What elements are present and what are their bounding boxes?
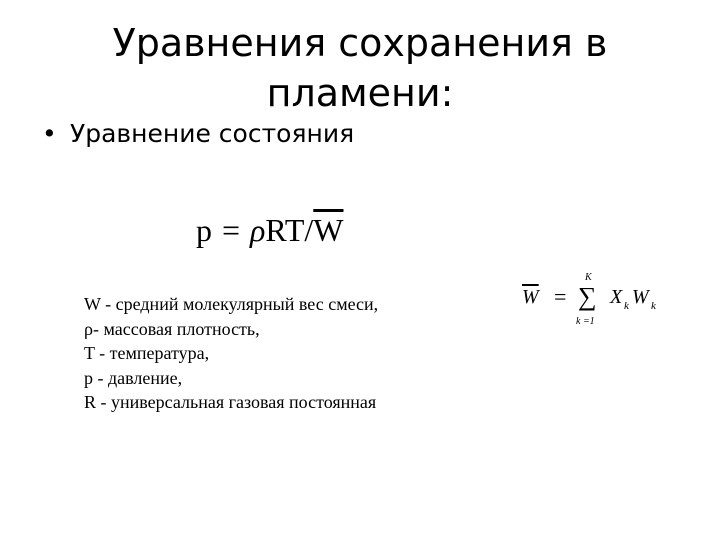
equation-rt: RT/ — [265, 212, 314, 248]
slide-title — [60, 18, 660, 118]
bullet-dot-icon: • — [42, 119, 57, 148]
equation-rho: ρ — [250, 212, 266, 248]
sum-equals: = — [554, 284, 567, 309]
bullet-item — [42, 117, 354, 151]
equation-lhs: p — [196, 212, 212, 248]
sum-x-subscript: k — [624, 300, 629, 312]
sum-x: X — [610, 286, 623, 308]
sum-upper-limit: K — [585, 272, 592, 283]
bullet-text: Уравнение состояния — [70, 119, 355, 148]
mean-molecular-weight-formula — [512, 274, 692, 344]
sum-w-subscript: k — [651, 300, 656, 312]
sum-lower-limit: k =1 — [576, 316, 595, 327]
symbol-legend — [84, 292, 378, 415]
sum-w: W — [632, 286, 649, 308]
sigma-icon: ∑ — [578, 282, 597, 311]
equation-of-state — [196, 212, 343, 248]
legend-line-p: p - давление, — [84, 367, 183, 388]
legend-line-w: W - средний молекулярный вес смеси, — [84, 294, 379, 314]
legend-line-r: R - универсальная газовая постоянная — [84, 392, 377, 412]
legend-line-t: T - температура, — [84, 343, 210, 363]
slide-title-line-1: Уравнения сохранения в — [112, 21, 608, 65]
sum-lhs: $\overline{W}$ — [522, 286, 539, 308]
equation-equals: = — [222, 212, 241, 248]
slide-title-line-2: пламени: — [266, 71, 454, 115]
equation-molecular-weight: $\overline{W}$ — [313, 212, 344, 248]
legend-line-rho: ρ- массовая плотность, — [84, 318, 260, 339]
